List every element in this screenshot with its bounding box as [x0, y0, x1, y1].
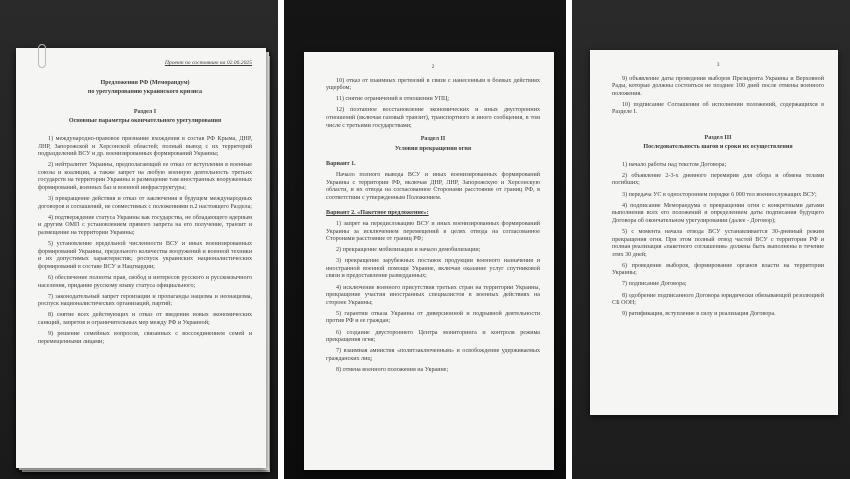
- list-item: 6) проведение выборов, формирование органов власти на территории Украины;: [612, 262, 824, 277]
- list-item: 7) взаимная амнистия «политзаключенным» и освобождение удерживаемых гражданских лиц;: [326, 348, 540, 362]
- panel-divider: [566, 0, 572, 479]
- list-item: 8) отмена военного положения на Украине;: [336, 366, 449, 373]
- paragraph: 3) прекращение действия и отказ от заключения в будущем международных договоров и соглашений, не совместимых с положениями п.2 настоящего Раздела;: [38, 196, 252, 210]
- document-page-1: [16, 48, 266, 468]
- page-number: 3: [716, 62, 720, 68]
- list-item: 8) одобрение подписанного Договора юридически обязывающей резолюцией СБ ООН;: [612, 292, 824, 307]
- paragraph: 1) международно-правовое признание вхождения в состав РФ Крыма, ДНР, ЛНР, Запорожской и Херсонской областей; полный вывод с их территорий подразделений ВСУ и др. военизированных формирований Украины;: [38, 135, 252, 158]
- paragraph: 2) нейтралитет Украины, предполагающий ее отказ от вступления в военные союзы и коалиции, а также запрет на любую военную деятельность третьих государств на территории Украины и размещение там иностранных вооруженных формирований, военных баз и военной инфраструктуры;: [38, 162, 252, 192]
- list-item: 5) с момента начала отвода ВСУ устанавливается 30-дневный режим прекращения огня. При этом полный отвод частей ВСУ с территории РФ и полная реализация «пакетного соглашения» должны быть выполнены в течение этих 30 дней;: [612, 228, 824, 258]
- paragraph: 11) снятие ограничений в отношении УПЦ;: [336, 96, 450, 103]
- paragraph: 9) объявление даты проведения выборов Президента Украины и Верховной Рады, которые должны состояться не позднее 100 дней после отмены военного положения.: [612, 75, 824, 97]
- paragraph: 12) поэтапное восстановление экономических и иных двусторонних отношений (включая газовый транзит), транспортного и иного сообщения, в том числе с третьими государствами;: [326, 107, 540, 129]
- document-title: Предложения РФ (Меморандум): [100, 79, 190, 86]
- section-title: Последовательность шагов и сроки их осуществления: [643, 144, 793, 151]
- section-label: Раздел II: [420, 136, 446, 143]
- variant-2-label: Вариант 2. «Пакетное предложение»:: [326, 210, 429, 217]
- list-item: 3) передача УС в одностороннем порядке 6 000 тел военнослужащих ВСУ;: [622, 191, 817, 198]
- list-item: 7) подписание Договора;: [622, 281, 687, 288]
- document-page-2: [304, 52, 554, 470]
- page-number: 2: [431, 64, 435, 70]
- section-title: Основные параметры окончательного урегулирования: [68, 118, 222, 125]
- list-item: 4) подписание Меморандума о прекращении огня с конкретными датами выполнения всех его положений и определением даты подписания будущего Договора об окончательном урегулировании (далее - Договор);: [612, 202, 824, 224]
- section-title: Условия прекращения огня: [394, 145, 472, 152]
- list-item: 2) объявление 2-3-х дневного перемирия для сбора и обмена телами погибших;: [612, 172, 824, 187]
- paragraph: Начало полного вывода ВСУ и иных военизированных формирований Украины с территории РФ, включая ДНР, ЛНР, Запорожскую и Херсонскую области, и их отвода на согласованное Сторонами расстояние от границ РФ, в соответствии с утвержденным Положением.: [326, 171, 540, 201]
- paragraph: 4) подтверждение статуса Украины как государства, не обладающего ядерным и другим ОМП с установлением прямого запрета на его получение, транзит и размещение на территории Украины;: [38, 214, 252, 236]
- list-item: 1) запрет на передислокацию ВСУ и иных военизированных формирований Украины за исключением перемещений в целях отвода на согласованное Сторонами расстояние от границ РФ;: [326, 220, 540, 243]
- list-item: 1) начало работы над текстом Договора;: [622, 161, 727, 168]
- document-subtitle: по урегулированию украинского кризиса: [87, 89, 203, 96]
- variant-1-label: Вариант 1.: [326, 161, 356, 168]
- draft-note: Проект по состоянию на 02.06.2025: [164, 60, 252, 66]
- list-item: 2) прекращение мобилизации и начало демобилизации;: [336, 247, 481, 254]
- section-label: Раздел III: [704, 134, 732, 141]
- section-label: Раздел I: [133, 108, 157, 115]
- paragraph: 5) установление предельной численности ВСУ и иных военизированных формирований Украины, предельного количества вооружений и военной техники и их допустимых характеристик; роспуск украинских националистических формирований в составе ВСУ и Нацгвардии;: [38, 241, 252, 270]
- list-item: 9) ратификация, вступление в силу и реализация Договора.: [622, 311, 776, 318]
- paragraph: 7) законодательный запрет героизации и пропаганды нацизма и неонацизма, роспуск националистических организаций, партий;: [38, 293, 252, 308]
- panel-divider: [278, 0, 284, 479]
- paperclip-icon: [38, 44, 46, 68]
- list-item: 3) прекращение зарубежных поставок продукции военного назначения и иностранной военной помощи Украине, включая оказание услуг спутниковой связи и предоставление разведданных;: [326, 258, 540, 280]
- list-item: 6) создание двустороннего Центра мониторинга и контроля режима прекращения огня;: [326, 329, 540, 344]
- paragraph: 8) снятие всех действующих и отказ от введения новых экономических санкций, запретов и ограничительных мер между РФ и Украиной;: [38, 312, 252, 326]
- paragraph: 9) решение семейных вопросов, связанных с воссоединением семей и перемещенными лицами;: [38, 331, 252, 345]
- document-page-3: [590, 50, 838, 415]
- paragraph: 10) отказ от взаимных претензий в связи с нанесенным в боевых действиях ущербом;: [326, 77, 540, 92]
- list-item: 5) гарантии отказа Украины от диверсионной и подрывной деятельности против РФ и ее граждан;: [326, 310, 540, 325]
- paragraph: 6) обеспечение полноты прав, свобод и интересов русского и русскоязычного населения, придание русскому языку статуса официального;: [38, 274, 252, 289]
- list-item: 4) исключение военного присутствия третьих стран на территории Украины, прекращение участия иностранных специалистов в военных действиях на стороне Украины;: [326, 284, 540, 306]
- paragraph: 10) подписание Соглашения об исполнении положений, содержащихся в Разделе I.: [612, 101, 824, 116]
